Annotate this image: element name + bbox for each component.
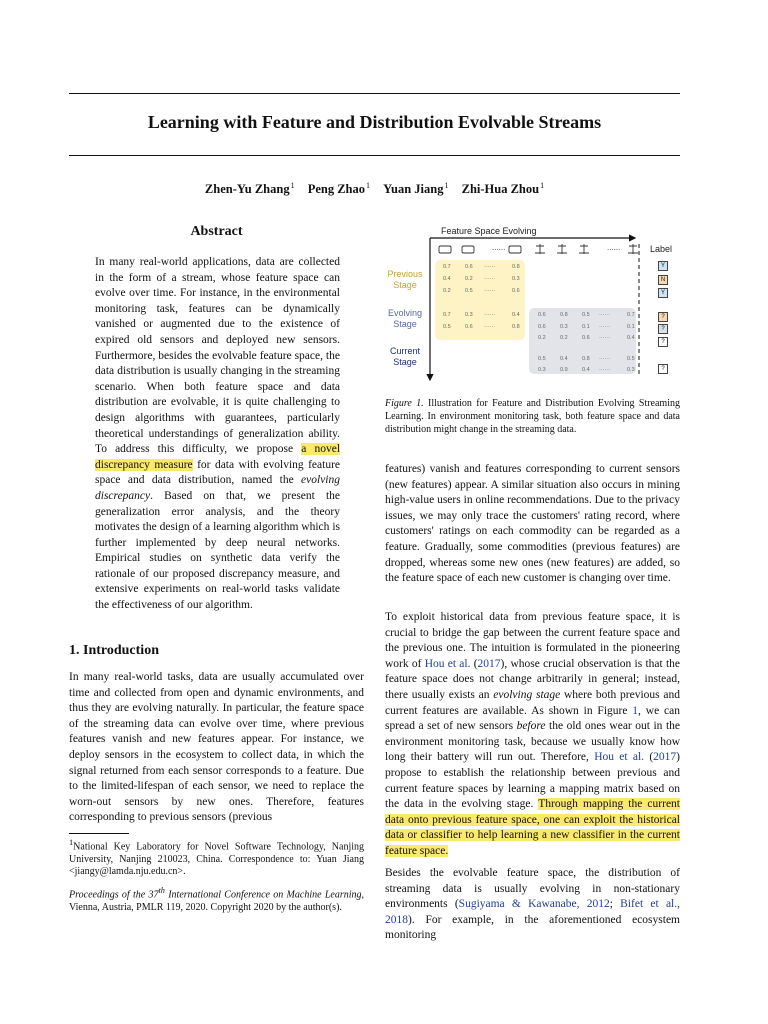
cell: 0.5 <box>538 356 546 362</box>
ellipsis-icon: ······ <box>607 246 621 254</box>
cell: 0.2 <box>560 335 568 341</box>
citation-year-link[interactable]: 2017 <box>653 751 677 764</box>
cell: 0.5 <box>465 288 473 294</box>
paper-title: Learning with Feature and Distribution Evolvable Streams <box>147 112 602 132</box>
feature-space-evolving-label: Feature Space Evolving <box>441 226 537 236</box>
cell: 0.3 <box>538 367 546 373</box>
cell: 0.2 <box>538 335 546 341</box>
cell: ······ <box>599 367 610 373</box>
ellipsis-icon: ······ <box>492 246 506 254</box>
introduction-paragraph: In many real-world tasks, data are usually accumulated over time and collected from open and dynamic environments, and thus they are evolving naturally. In particular, the feature space of the streaming data can evolve over time, where previous features vanish and new features appear. For instance, we deploy sensors in the ecosystem to collect data, in which the signal returned from each sensor corresponds to a feature. Due to the limited-lifespan of each sensor, we need to replace the worn-out sensors by new ones. Therefore, features corresponding to previous sensors (previous <box>69 671 364 824</box>
cell: 0.4 <box>443 276 451 282</box>
label-box: N <box>658 275 668 285</box>
section-heading-introduction: 1. Introduction <box>69 643 159 658</box>
cell: 0.4 <box>582 367 590 373</box>
cell: 0.1 <box>627 324 635 330</box>
cell: 0.7 <box>443 312 451 318</box>
author: Zhen-Yu Zhang$^1$ <box>204 181 295 197</box>
figure-caption: Figure 1. Illustration for Feature and Distribution Evolving Streaming Learning. In environment monitoring task, both feature space and data distribution might change in the streaming data. <box>385 398 680 435</box>
old-sensor-icon <box>439 246 451 253</box>
cell: 0.5 <box>443 324 451 330</box>
cell: ······ <box>599 356 610 362</box>
cell: 0.1 <box>582 324 590 330</box>
citation-link[interactable]: Sugiyama & Kawanabe, 2012 <box>458 898 610 911</box>
cell: 0.3 <box>560 324 568 330</box>
cell: ······ <box>484 264 495 270</box>
new-sensor-icon <box>628 244 638 254</box>
cell: 0.6 <box>465 324 473 330</box>
label-box: ? <box>658 364 668 374</box>
figure-graphic <box>385 224 685 384</box>
author: Yuan Jiang$^1$ <box>383 181 449 197</box>
cell: 0.3 <box>512 276 520 282</box>
cell: 0.6 <box>538 324 546 330</box>
cell: 0.6 <box>538 312 546 318</box>
evolving-stage-label: Evolving Stage <box>387 308 423 329</box>
cell: ······ <box>484 312 495 318</box>
cell: 0.7 <box>443 264 451 270</box>
cell: 0.4 <box>627 335 635 341</box>
cell: 0.8 <box>582 356 590 362</box>
cell: 0.7 <box>627 312 635 318</box>
affiliation-footnote: $^1$National Key Laboratory for Novel Software Technology, Nanjing University, Nanjing 210023, China. Correspondence to: Yuan Jiang <jiangy@lamda.nju.edu.cn>. <box>69 838 364 878</box>
cell: 0.2 <box>465 276 473 282</box>
cell: 0.2 <box>443 288 451 294</box>
cell: 0.8 <box>512 264 520 270</box>
citation-link[interactable]: Bifet et al., 2018 <box>385 898 680 926</box>
abstract-body: In many real-world applications, data are collected in the form of a stream, whose feature space can evolve over time. For instance, in the environmental monitoring task, features can be dynamically vanished or augmented due to the existence of expired old sensors and deployed new sensors. Furthermore, besides the evolvable feature space, the data distribution is usually changing in the streaming scenario. When both feature space and data distribution are evolvable, it is quite challenging to design algorithms with guarantees, particularly theoretical understandings of generalization ability. To address this difficulty, we propose a novel discrepancy measure for data with evolving feature space and data distribution, named the evolving discrepancy. Based on that, we present the generalization error analysis, and the theory motivates the design of a learning algorithm which is further implemented by deep neural networks. Empirical studies on synthetic data verify the rationale of our proposed discrepancy measure, and extensive experiments on real-world tasks validate the effectiveness of our algorithm. <box>95 256 341 612</box>
new-sensor-icon <box>535 244 545 254</box>
cell: 0.3 <box>627 367 635 373</box>
cell: ······ <box>599 324 610 330</box>
proceedings-note: Proceedings of the 37th International Conference on Machine Learning, Vienna, Austria, PMLR 119, 2020. Copyright 2020 by the author(s). <box>69 886 364 914</box>
figure-1 <box>385 224 685 384</box>
cell: ······ <box>599 335 610 341</box>
cell: ······ <box>484 324 495 330</box>
label-box: ? <box>658 312 668 322</box>
highlight: Through mapping the current data onto previous feature space, one can exploit the historical data or classifier to help learning a new classifier in the current feature space. <box>385 798 680 857</box>
footnote-rule <box>69 833 129 834</box>
figure-ref-link[interactable]: 1 <box>632 704 639 717</box>
old-sensor-icon <box>509 246 521 253</box>
current-stage-label: Current Stage <box>389 346 420 367</box>
highlight: a novel discrepancy measure <box>95 443 341 471</box>
cell: ······ <box>484 276 495 282</box>
cell: 0.3 <box>465 312 473 318</box>
title-bottom-rule <box>69 155 680 156</box>
right-paragraph-1: features) vanish and features corresponding to current sensors (new features) appear. A similar situation also occurs in mining high-value users in online recommendations. Due to the privacy issues, we may only trace the customers' rating record, where customers' ratings on each commodity can be regarded as a feature. Gradually, some commodities (previous features) are dropped, whereas some new ones (new features) are added, so the feature space of each new customer is changing over time. <box>385 463 680 585</box>
citation-year-link[interactable]: 2017 <box>477 657 501 670</box>
previous-stage-label: Previous Stage <box>387 269 423 290</box>
citation-link[interactable]: Hou et al. <box>594 751 645 764</box>
cell: 0.9 <box>560 367 568 373</box>
label-box: ? <box>658 337 668 347</box>
new-sensor-icon <box>557 244 567 254</box>
author-list <box>69 181 680 197</box>
label-header: Label <box>650 244 673 254</box>
right-paragraph-3: Besides the evolvable feature space, the distribution of streaming data is usually evolving in non-stationary environments (Sugiyama & Kawanabe, 2012; Bifet et al., 2018). For example, in the aforementioned ecosystem monitoring <box>385 867 680 942</box>
cell: 0.8 <box>560 312 568 318</box>
right-paragraph-2: To exploit historical data from previous feature space, it is crucial to bridge the gap between the current feature space and the previous one. The intuition is formulated in the pioneering work of Hou et al. (2017), whose crucial observation is that the feature space does not change arbitrarily in general; instead, there usually exists an evolving stage where both previous and current features are available. As shown in Figure 1, we can spread a set of new sensors before the old ones wear out in the environment monitoring task, because we usually know how long their battery will run out. Therefore, Hou et al. (2017) propose to establish the relationship between previous and current feature spaces by learning a mapping matrix based on the data in the evolving stage. Through mapping the current data onto previous feature space, one can exploit the historical data or classifier to help learning a new classifier in the current feature space. <box>385 611 680 857</box>
abstract-heading: Abstract <box>190 224 243 239</box>
cell: ······ <box>484 288 495 294</box>
cell: 0.6 <box>582 335 590 341</box>
author: Zhi-Hua Zhou$^1$ <box>461 181 545 197</box>
label-box: Y <box>658 288 668 298</box>
citation-link[interactable]: Hou et al. <box>424 657 471 670</box>
cell: 0.5 <box>627 356 635 362</box>
cell: 0.4 <box>560 356 568 362</box>
cell: 0.6 <box>465 264 473 270</box>
label-box: ? <box>658 324 668 334</box>
cell: 0.8 <box>512 324 520 330</box>
old-sensor-icon <box>462 246 474 253</box>
author: Peng Zhao$^1$ <box>307 181 371 197</box>
new-sensor-icon <box>579 244 589 254</box>
cell: 0.4 <box>512 312 520 318</box>
cell: ······ <box>599 312 610 318</box>
cell: 0.6 <box>512 288 520 294</box>
cell: 0.5 <box>582 312 590 318</box>
label-box: Y <box>658 261 668 271</box>
top-rule <box>69 93 680 94</box>
